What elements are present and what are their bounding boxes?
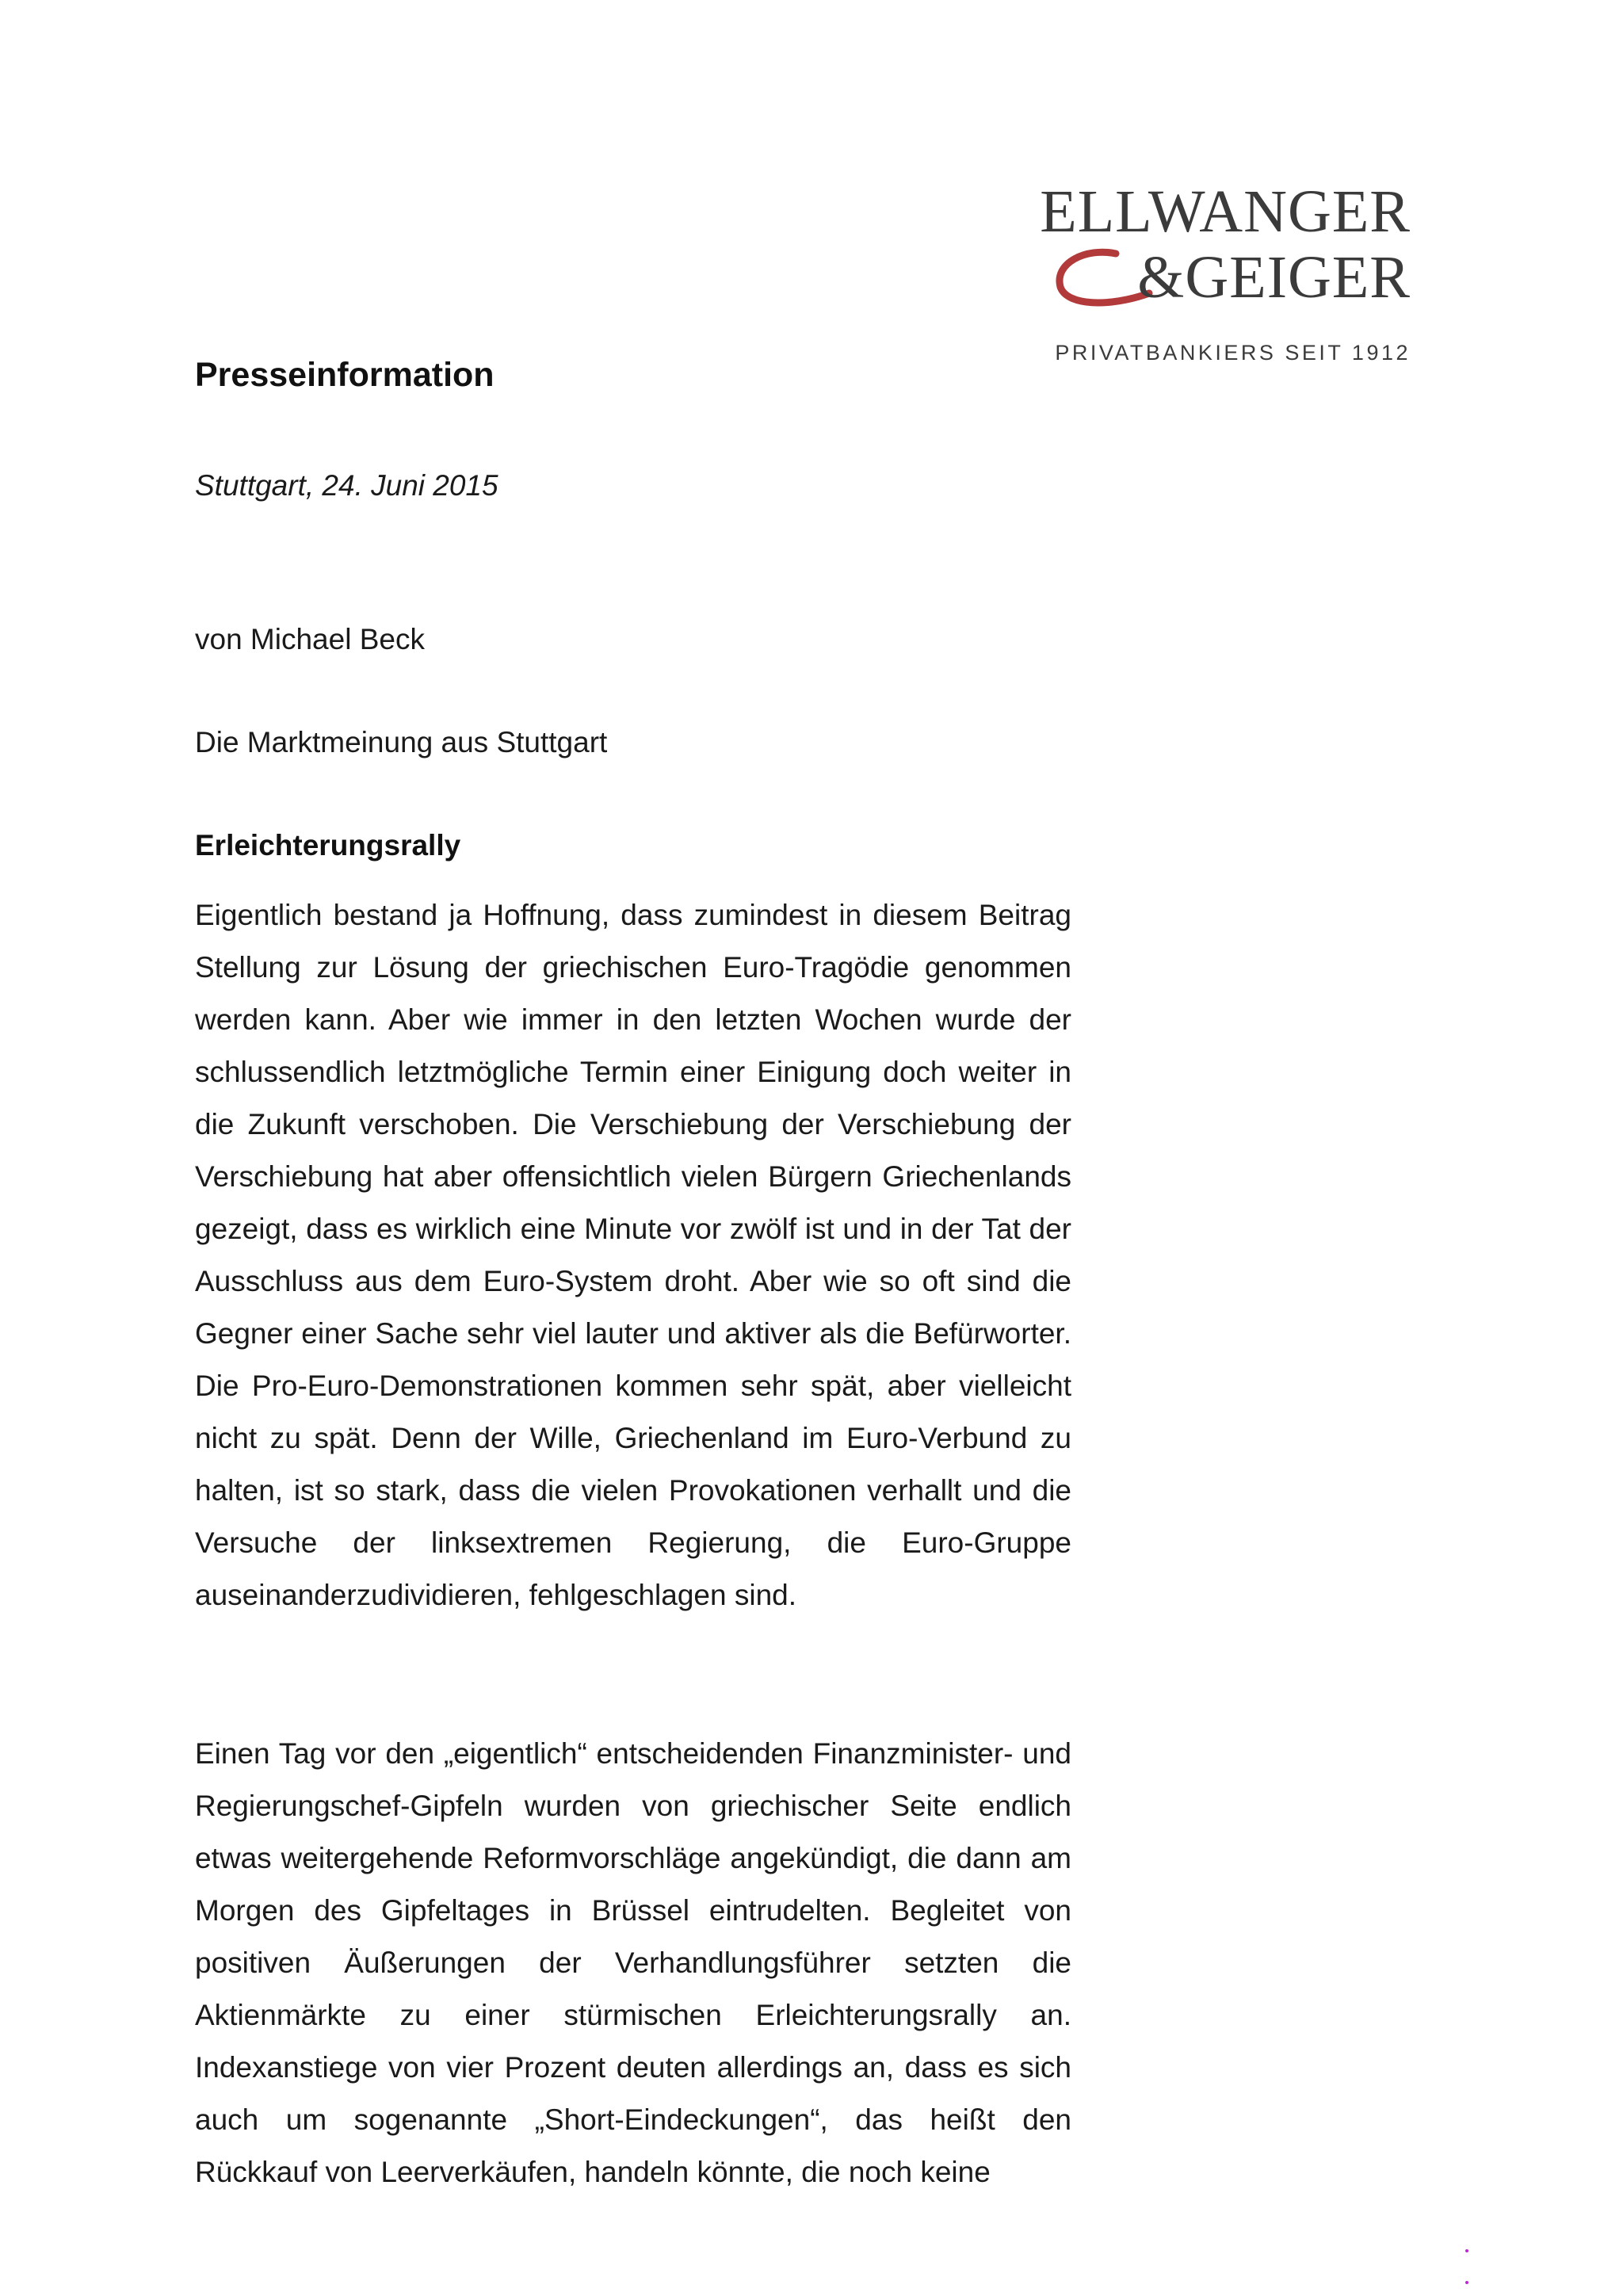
logo-line-1: ELLWANGER bbox=[1040, 178, 1411, 245]
article-paragraph-1: Eigentlich bestand ja Hoffnung, dass zumindest in diesem Beitrag Stellung zur Lösung der griechischen Euro-Tragödie genommen werden kann. Aber wie immer in den letzten Wochen wurde der schlussendlich letztmögliche Termin einer Einigung doch weiter in die Zukunft verschoben. Die Verschiebung der Verschiebung der Verschiebung hat aber offensichtlich vielen Bürgern Griechenlands gezeigt, dass es wirklich eine Minute vor zwölf ist und in der Tat der Ausschluss aus dem Euro-System droht. Aber wie so oft sind die Gegner einer Sache sehr viel lauter und aktiver als die Befürworter. Die Pro-Euro-Demonstrationen kommen sehr spät, aber vielleicht nicht zu spät. Denn der Wille, Griechenland im Euro-Verbund zu halten, ist so stark, dass die vielen Provokationen verhallt und die Versuche der linksextremen Regierung, die Euro-Gruppe auseinanderzudividieren, fehlgeschlagen sind. bbox=[195, 899, 1071, 1611]
logo-line-2: &GEIGER bbox=[1137, 244, 1411, 311]
corner-mark-icon bbox=[1465, 2249, 1468, 2252]
column-name: Die Marktmeinung aus Stuttgart bbox=[195, 726, 608, 758]
company-logo bbox=[1030, 174, 1426, 372]
corner-mark-icon bbox=[1465, 2281, 1468, 2284]
article-paragraph-2: Einen Tag vor den „eigentlich“ entscheidenden Finanzminister- und Regierungschef-Gipfeln wurden von griechischer Seite endlich etwas weitergehende Reformvorschläge angekündigt, die dann am Morgen des Gipfeltages in Brüssel eintrudelten. Begleitet von positiven Äußerungen der Verhandlungsführer setzten die Aktienmärkte zu einer stürmischen Erleichterungsrally an. Indexanstiege von vier Prozent deuten allerdings an, dass es sich auch um sogenannte „Short-Eindeckungen“, das heißt den Rückkauf von Leerverkäufen, handeln könnte, die noch keine bbox=[195, 1737, 1071, 2188]
logo-tagline: PRIVATBANKIERS SEIT 1912 bbox=[1055, 341, 1411, 365]
logo-swoosh-icon bbox=[1060, 252, 1149, 303]
article-title: Erleichterungsrally bbox=[195, 829, 461, 861]
author-line: von Michael Beck bbox=[195, 623, 425, 655]
dateline: Stuttgart, 24. Juni 2015 bbox=[195, 469, 498, 502]
page-title: Presseinformation bbox=[195, 356, 495, 394]
logo-graphic bbox=[1030, 174, 1426, 372]
